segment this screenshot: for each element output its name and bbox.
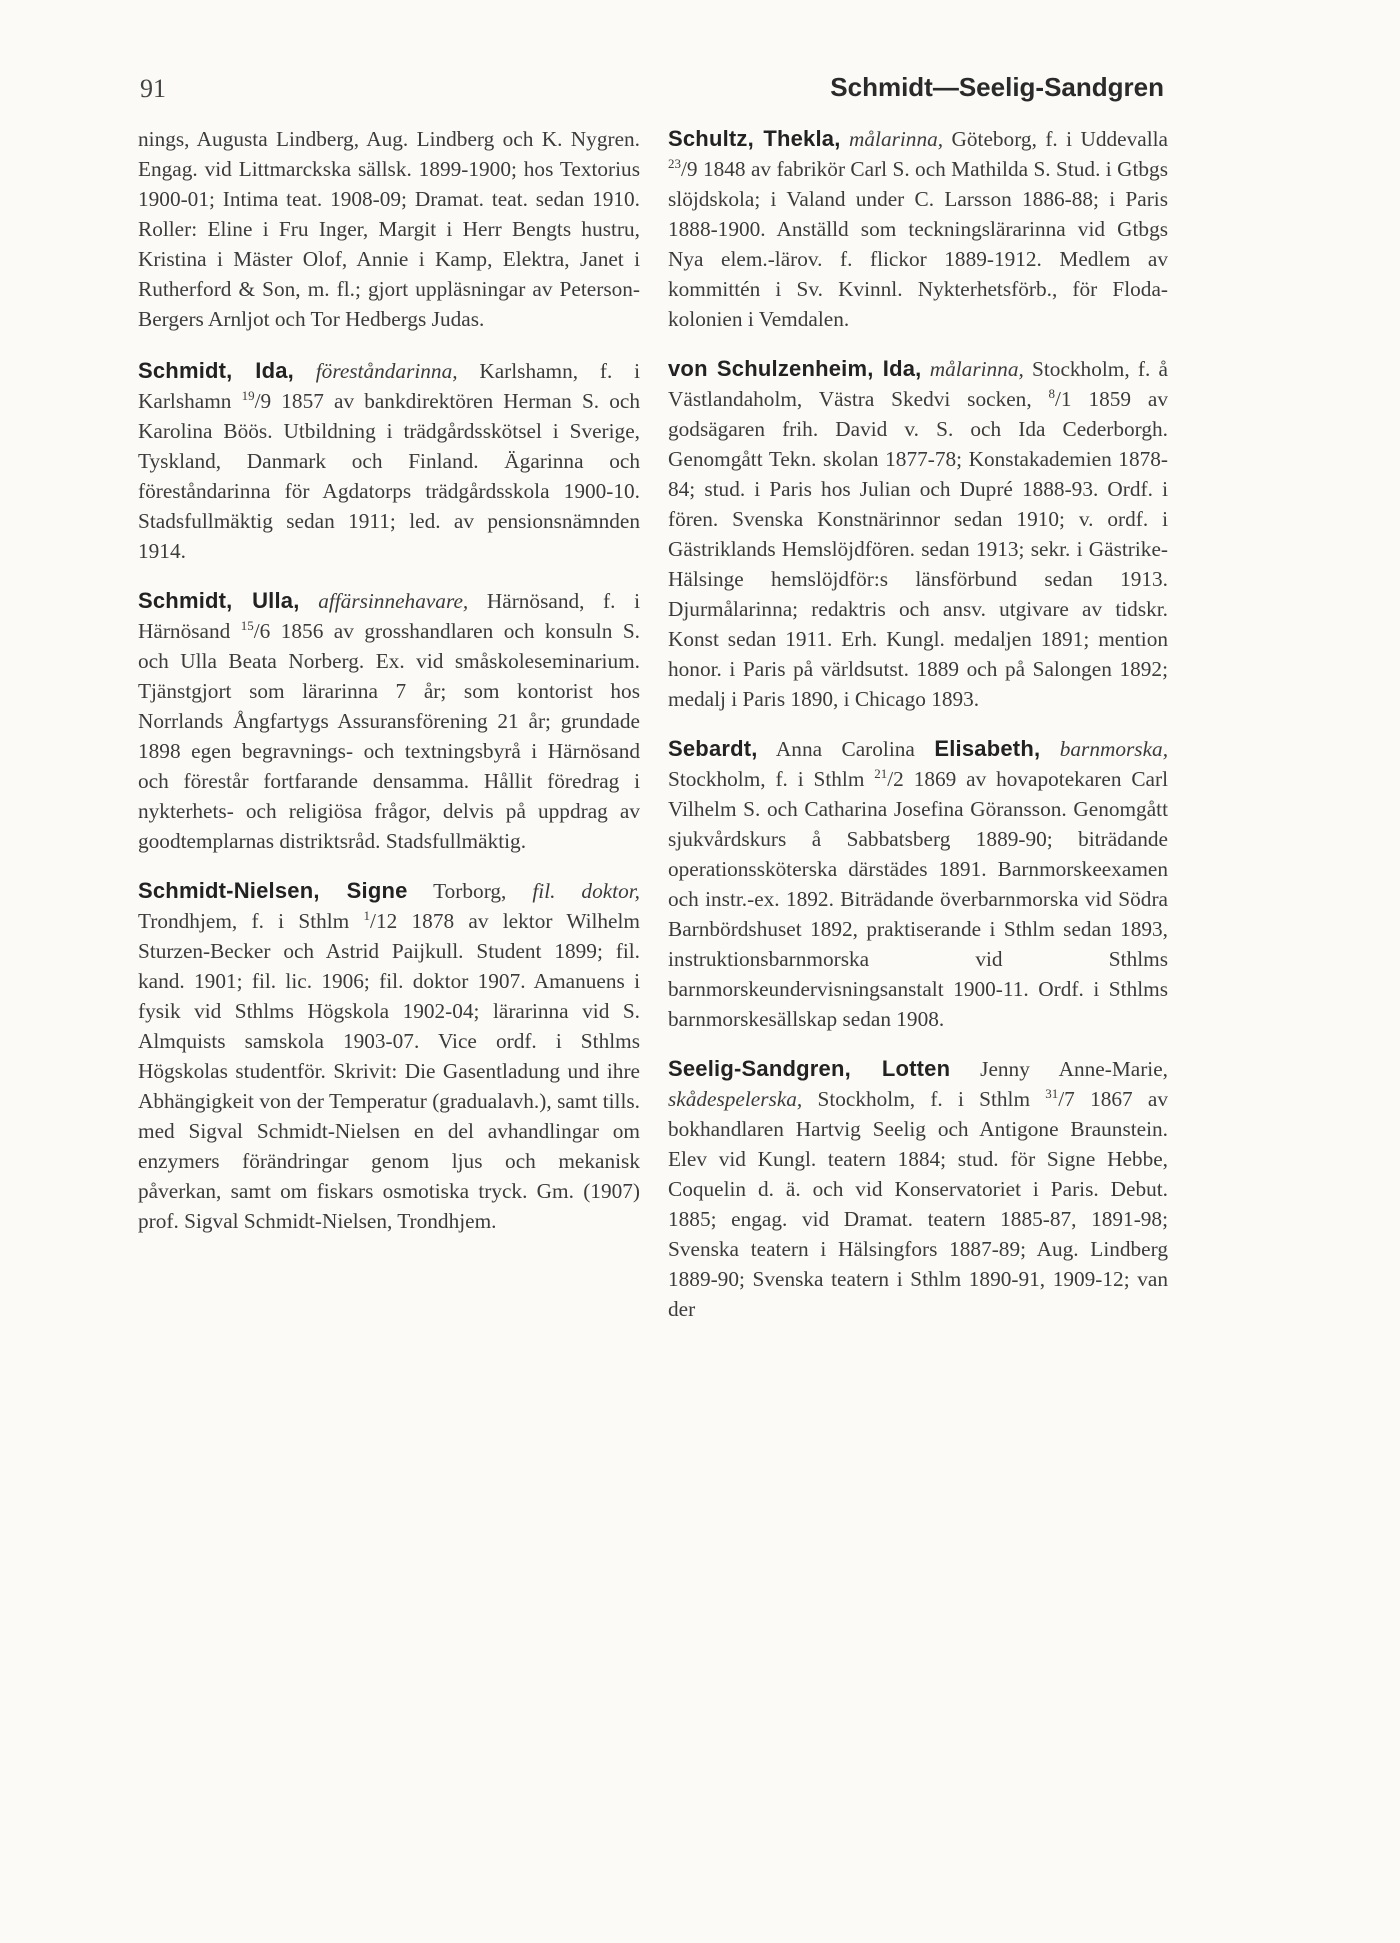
entry-name: Sebardt, (668, 736, 758, 761)
entry-text: 1857 av bankdirektören Herman S. och Karolina Böös. Utbildning i trädgårdsskötsel i Sverige, Tyskland, Danmark och Finland. Ägarinna och föreståndarinna för Agdatorps trädgårdsskola 1900-10. Stadsfullmäktig sedan 1911; led. av pensionsnämnden 1914. (138, 389, 640, 563)
entry-role: fil. doktor, (532, 879, 640, 903)
entry-name: Seelig-Sandgren, Lotten (668, 1056, 951, 1081)
entry-role: affärsinnehavare, (318, 589, 469, 613)
entry-role: målarinna, (849, 127, 944, 151)
entry-text: 1848 av fabrikör Carl S. och Mathilda S. Stud. i Gtbgs slöjdskola; i Valand under C. Larsson 1886-88; i Paris 1888-1900. Anställd som teckningslärarinna vid Gtbgs Nya elem.-lärov. f. flickor 1889-1912. Medlem av kommittén i Sv. Kvinnl. Nykterhetsförb., för Floda-kolonien i Vemdalen. (668, 157, 1168, 331)
entry-name: Schmidt, Ulla, (138, 588, 300, 613)
entry-text: Trondhjem, f. i Sthlm (138, 909, 364, 933)
entry-seelig-sandgren-lotten (668, 1054, 1168, 1324)
date-month: /2 (887, 767, 904, 791)
entry-name-tail: Jenny Anne-Marie, (950, 1057, 1168, 1081)
entry-schmidt-nielsen-signe (138, 876, 640, 1236)
entry-role: barnmorska, (1059, 737, 1169, 761)
entry-text: Karlshamn, f. i Karlshamn (138, 359, 640, 413)
entry-von-schulzenheim-ida (668, 354, 1168, 714)
entry-sebardt-elisabeth (668, 734, 1168, 1034)
entry-name-tail: Elisabeth, (934, 736, 1041, 761)
entry-name: Schmidt-Nielsen, Signe (138, 878, 408, 903)
date-month: /9 (254, 389, 272, 413)
entry-name-middle: Anna Carolina (757, 737, 935, 761)
entry-text: 1869 av hovapotekaren Carl Vilhelm S. och Catharina Josefina Göransson. Genomgått sjukvårdskurs å Sabbatsberg 1889-90; biträdande operationssköterska därstädes 1891. Barnmorskeexamen och instr.-ex. 1892. Biträdande överbarnmorska vid Södra Barnbördshuset 1892, praktiserande i Sthlm sedan 1893, instruktionsbarnmorska vid Sthlms barnmorskeundervisningsanstalt 1900-11. Ordf. i Sthlms barnmorskesällskap sedan 1908. (668, 767, 1168, 1031)
entry-text: 1867 av bokhandlaren Hartvig Seelig och Antigone Braunstein. Elev vid Kungl. teatern 1884; stud. för Signe Hebbe, Coquelin d. ä. och vid Konservatoriet i Paris. Debut. 1885; engag. vid Dramat. teatern 1885-87, 1891-98; Svenska teatern i Hälsingfors 1887-89; Aug. Lindberg 1889-90; Svenska teatern i Sthlm 1890-91, 1909-12; van der (668, 1087, 1169, 1321)
entry-schultz-thekla (668, 124, 1168, 334)
entry-name: von Schulzenheim, Ida, (668, 356, 922, 381)
page-number: 91 (140, 74, 166, 103)
entry-role: skådespelerska, (668, 1087, 803, 1111)
date-month: /12 (370, 909, 398, 933)
date-month: /9 (681, 157, 698, 181)
entry-text: Härnösand, f. i Härnösand (138, 589, 640, 643)
date-day: 23 (668, 155, 681, 171)
entry-schmidt-ida (138, 356, 640, 566)
date-day: 15 (240, 617, 254, 633)
date-day: 8 (1048, 385, 1056, 401)
entry-schmidt-ulla (138, 586, 640, 856)
right-column (668, 124, 1168, 1344)
entry-text: Stockholm, f. å Västlandaholm, Västra Skedvi socken, (668, 357, 1168, 411)
entry-text: Göteborg, f. i Uddevalla (951, 127, 1169, 151)
running-head: Schmidt—Seelig-Sandgren (830, 72, 1164, 102)
entry-continuation: nings, Augusta Lindberg, Aug. Lindberg och K. Nygren. Engag. vid Littmarckska sällsk. 1899-1900; hos Textorius 1900-01; Intima teat. 1908-09; Dramat. teat. sedan 1910. Roller: Eline i Fru Inger, Margit i Herr Bengts hustru, Kristina i Mäster Olof, Annie i Kamp, Elektra, Janet i Rutherford & Son, m. fl.; gjort uppläsningar av Peterson-Bergers Arnljot och Tor Hedbergs Judas. (138, 127, 640, 331)
entry-text: 1859 av godsägaren frih. David v. S. och Ida Cederborgh. Genomgått Tekn. skolan 1877-78; Konstakademien 1878-84; stud. i Paris hos Julian och Dupré 1888-93. Ordf. i fören. Svenska Konstnärinnor sedan 1910; v. ordf. i Gästriklands Hemslöjdfören. sedan 1913; sekr. i Gästrike-Hälsinge hemslöjdför:s länsförbund sedan 1913. Djurmålarinna; redaktris och ansv. utgivare av tidskr. Konst sedan 1911. Erh. Kungl. medaljen 1891; mention honor. i Paris på världsutst. 1889 och på Salongen 1892; medalj i Paris 1890, i Chicago 1893. (668, 387, 1168, 711)
entry-role: målarinna, (929, 357, 1024, 381)
entry-name-tail: Torborg, (407, 879, 507, 903)
entry-text: Stockholm, f. i Sthlm (817, 1087, 1046, 1111)
date-day: 21 (874, 765, 888, 781)
entry-text: 1856 av grosshandlaren och konsuln S. och Ulla Beata Norberg. Ex. vid småskoleseminarium. Tjänstgjort som lärarinna 7 år; som kontorist hos Norrlands Ångfartygs Assuransförening 21 år; grundade 1898 egen begravnings- och textningsbyrå i Härnösand och förestår fortfarande densamma. Hållit föredrag i nykterhets- och religiösa frågor, delvis på uppdrag av goodtemplarnas distriktsråd. Stadsfullmäktig. (138, 619, 640, 853)
entry-role: föreståndarinna, (315, 359, 458, 383)
date-day: 31 (1045, 1085, 1059, 1101)
date-month: /7 (1058, 1087, 1075, 1111)
entry-text: Stockholm, f. i Sthlm (668, 767, 875, 791)
entry-text: 1878 av lektor Wilhelm Sturzen-Becker och Astrid Paijkull. Student 1899; fil. kand. 1901; fil. lic. 1906; fil. doktor 1907. Amanuens i fysik vid Sthlms Högskola 1902-04; lärarinna vid S. Almquists samskola 1903-07. Vice ordf. i Sthlms Högskolas studentför. Skrivit: Die Gasentladung und ihre Abhängigkeit von der Temperatur (gradualavh.), samt tills. med Sigval Schmidt-Nielsen en del avhandlingar om enzymers förändringar genom ljus och mekanisk påverkan, samt om fiskars osmotiska tryck. Gm. (1907) prof. Sigval Schmidt-Nielsen, Trondhjem. (138, 909, 640, 1233)
date-month: /6 (253, 619, 271, 643)
entry-name: Schmidt, Ida, (138, 358, 294, 383)
date-day: 19 (241, 387, 255, 403)
entry-name: Schultz, Thekla, (668, 126, 841, 151)
date-day: 1 (363, 907, 371, 923)
date-month: /1 (1055, 387, 1072, 411)
left-column (138, 124, 640, 1256)
